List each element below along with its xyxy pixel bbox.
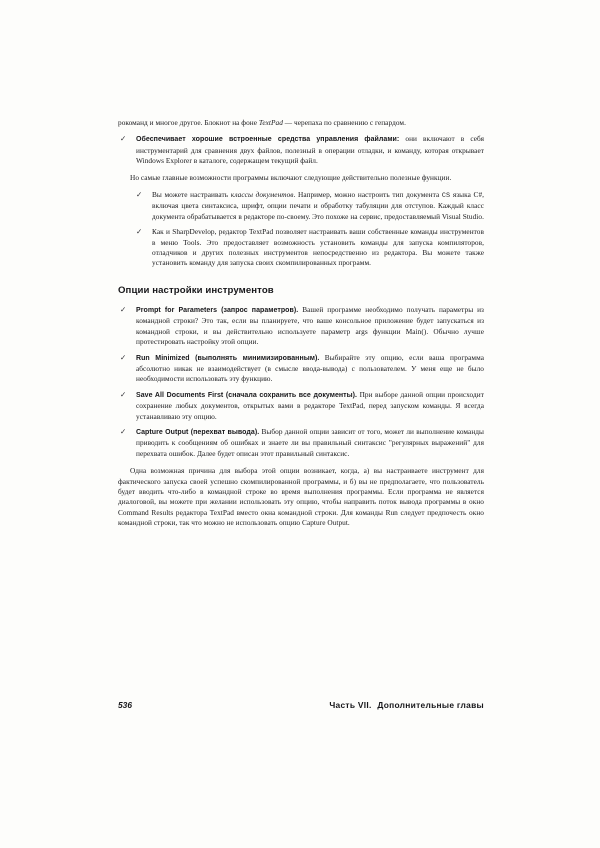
list-item-body: При выборе данной опции происходит сохранение любых документов, открытых вами в редакторе TextPad, перед запуском команды. Я всегда устанавливаю эту опцию. [136, 389, 484, 421]
list-item-text: Как и SharpDevelop, редактор TextPad позволяет настраивать ваши собственные команды инструментов в меню Tools. Это предоставляет возможность установить команды для запуска компиляторов, отладчиков и других полезных инструментов непосредственно из редактора. Вы можете также установить команду для запуска своих скомпилированных программ. [152, 227, 484, 268]
list-item-text [136, 353, 484, 385]
page-content [118, 118, 484, 535]
list-item-lead: Обеспечивает хорошие встроенные средства управления файлами: [136, 136, 400, 144]
running-head-part-title: Дополнительные главы [377, 700, 484, 710]
text-run: Вы можете настраивать [152, 190, 231, 200]
checkmark-icon: ✓ [120, 389, 127, 399]
list-item-text [136, 134, 484, 166]
list-item [134, 227, 484, 269]
checkmark-icon: ✓ [120, 352, 127, 362]
list-item [118, 353, 484, 385]
feature-bullet-list [134, 190, 484, 269]
list-item [118, 427, 484, 459]
list-item-lead: Prompt for Parameters (запрос параметров). [136, 306, 299, 314]
list-item [118, 134, 484, 166]
list-item-text [136, 305, 484, 348]
list-item-body: Выбирайте эту опцию, если ваша программа абсолютно никак не взаимодействует (в смысле ввода-вывода) с пользователем. У меня еще не было необходимости использовать эту функцию. [136, 352, 484, 384]
section-heading: Опции настройки инструментов [118, 284, 274, 296]
list-item-text [136, 427, 484, 459]
page-footer [118, 700, 484, 710]
text-run: языка C#, включая цвета синтаксиса, шрифт, опции печати и обработку табуляции для отступов. Каждый класс документа обрабатывается в редакторе по-своему. Это похоже на сервис, предоставляемый Visual Studio. [152, 190, 485, 221]
running-head [329, 700, 484, 710]
list-item [118, 390, 484, 422]
list-item-text [152, 190, 484, 222]
list-item-lead: Capture Output (перехват вывода). [136, 428, 260, 436]
checkmark-icon: ✓ [136, 190, 143, 200]
checkmark-icon: ✓ [120, 426, 127, 436]
text-run-italic: классы документов [230, 190, 294, 200]
list-item-lead: Run Minimized (выполнять минимизированным). [136, 354, 320, 362]
top-bullet-list [118, 134, 484, 166]
running-head-part-number: VII. [357, 700, 372, 710]
page-number: 536 [118, 700, 132, 710]
running-head-part-label: Часть [329, 700, 356, 710]
list-item-lead: Save All Documents First (сначала сохранить все документы). [136, 391, 358, 399]
checkmark-icon: ✓ [120, 134, 127, 144]
list-item-body: Вашей программе необходимо получать параметры из командной строки? Это так, если вы планируете, что ваше консольное приложение будет запускаться из командной строки, и вы действительно используете параметр args функции Main(). Обычно лучше протестировать настройку этой опции. [136, 304, 484, 347]
code-run: CS [441, 192, 451, 201]
option-bullet-list [118, 305, 484, 459]
intro-paragraph: Но самые главные возможности программы включают следующие действительно полезные функции. [130, 172, 452, 182]
top-paragraph: рокоманд и многое другое. Блокнот на фоне TextPad — черепаха по сравнению с гепардом. [118, 118, 406, 127]
closing-paragraph: Одна возможная причина для выбора этой опции возникает, когда, а) вы настраиваете инструмент для фактического запуска своей успешно скомпилированной программы, и б) вы не предполагаете, что пользователь будет вводить что-либо в командной строке во время выполнения программы. Если программа не является диалоговой, вы можете при желании использовать эту опцию, чтобы направить поток вывода программы в окно Command Results редактора TextPad вместо окна командной строки. Для команды Run следует предпочесть окно командной строки, так что можно не использовать опцию Capture Output. [118, 466, 484, 528]
checkmark-icon: ✓ [136, 227, 143, 237]
list-item [118, 305, 484, 348]
text-run: . Например, можно настроить тип документа [293, 190, 442, 200]
checkmark-icon: ✓ [120, 304, 127, 314]
list-item-text [136, 390, 484, 422]
list-item-body: они включают в себя инструментарий для сравнения двух файлов, полезный в операции отладки, и команду, которая открывает Windows Explorer в каталоге, содержащем текущий файл. [136, 134, 484, 166]
list-item [134, 190, 484, 222]
list-item-body: Выбор данной опции зависит от того, может ли выполнение команды приводить к сообщениям об ошибках и знаете ли вы правильный синтаксис "регулярных выражений" для перехвата ошибок. Далее будет описан этот правильный синтаксис. [136, 426, 484, 458]
